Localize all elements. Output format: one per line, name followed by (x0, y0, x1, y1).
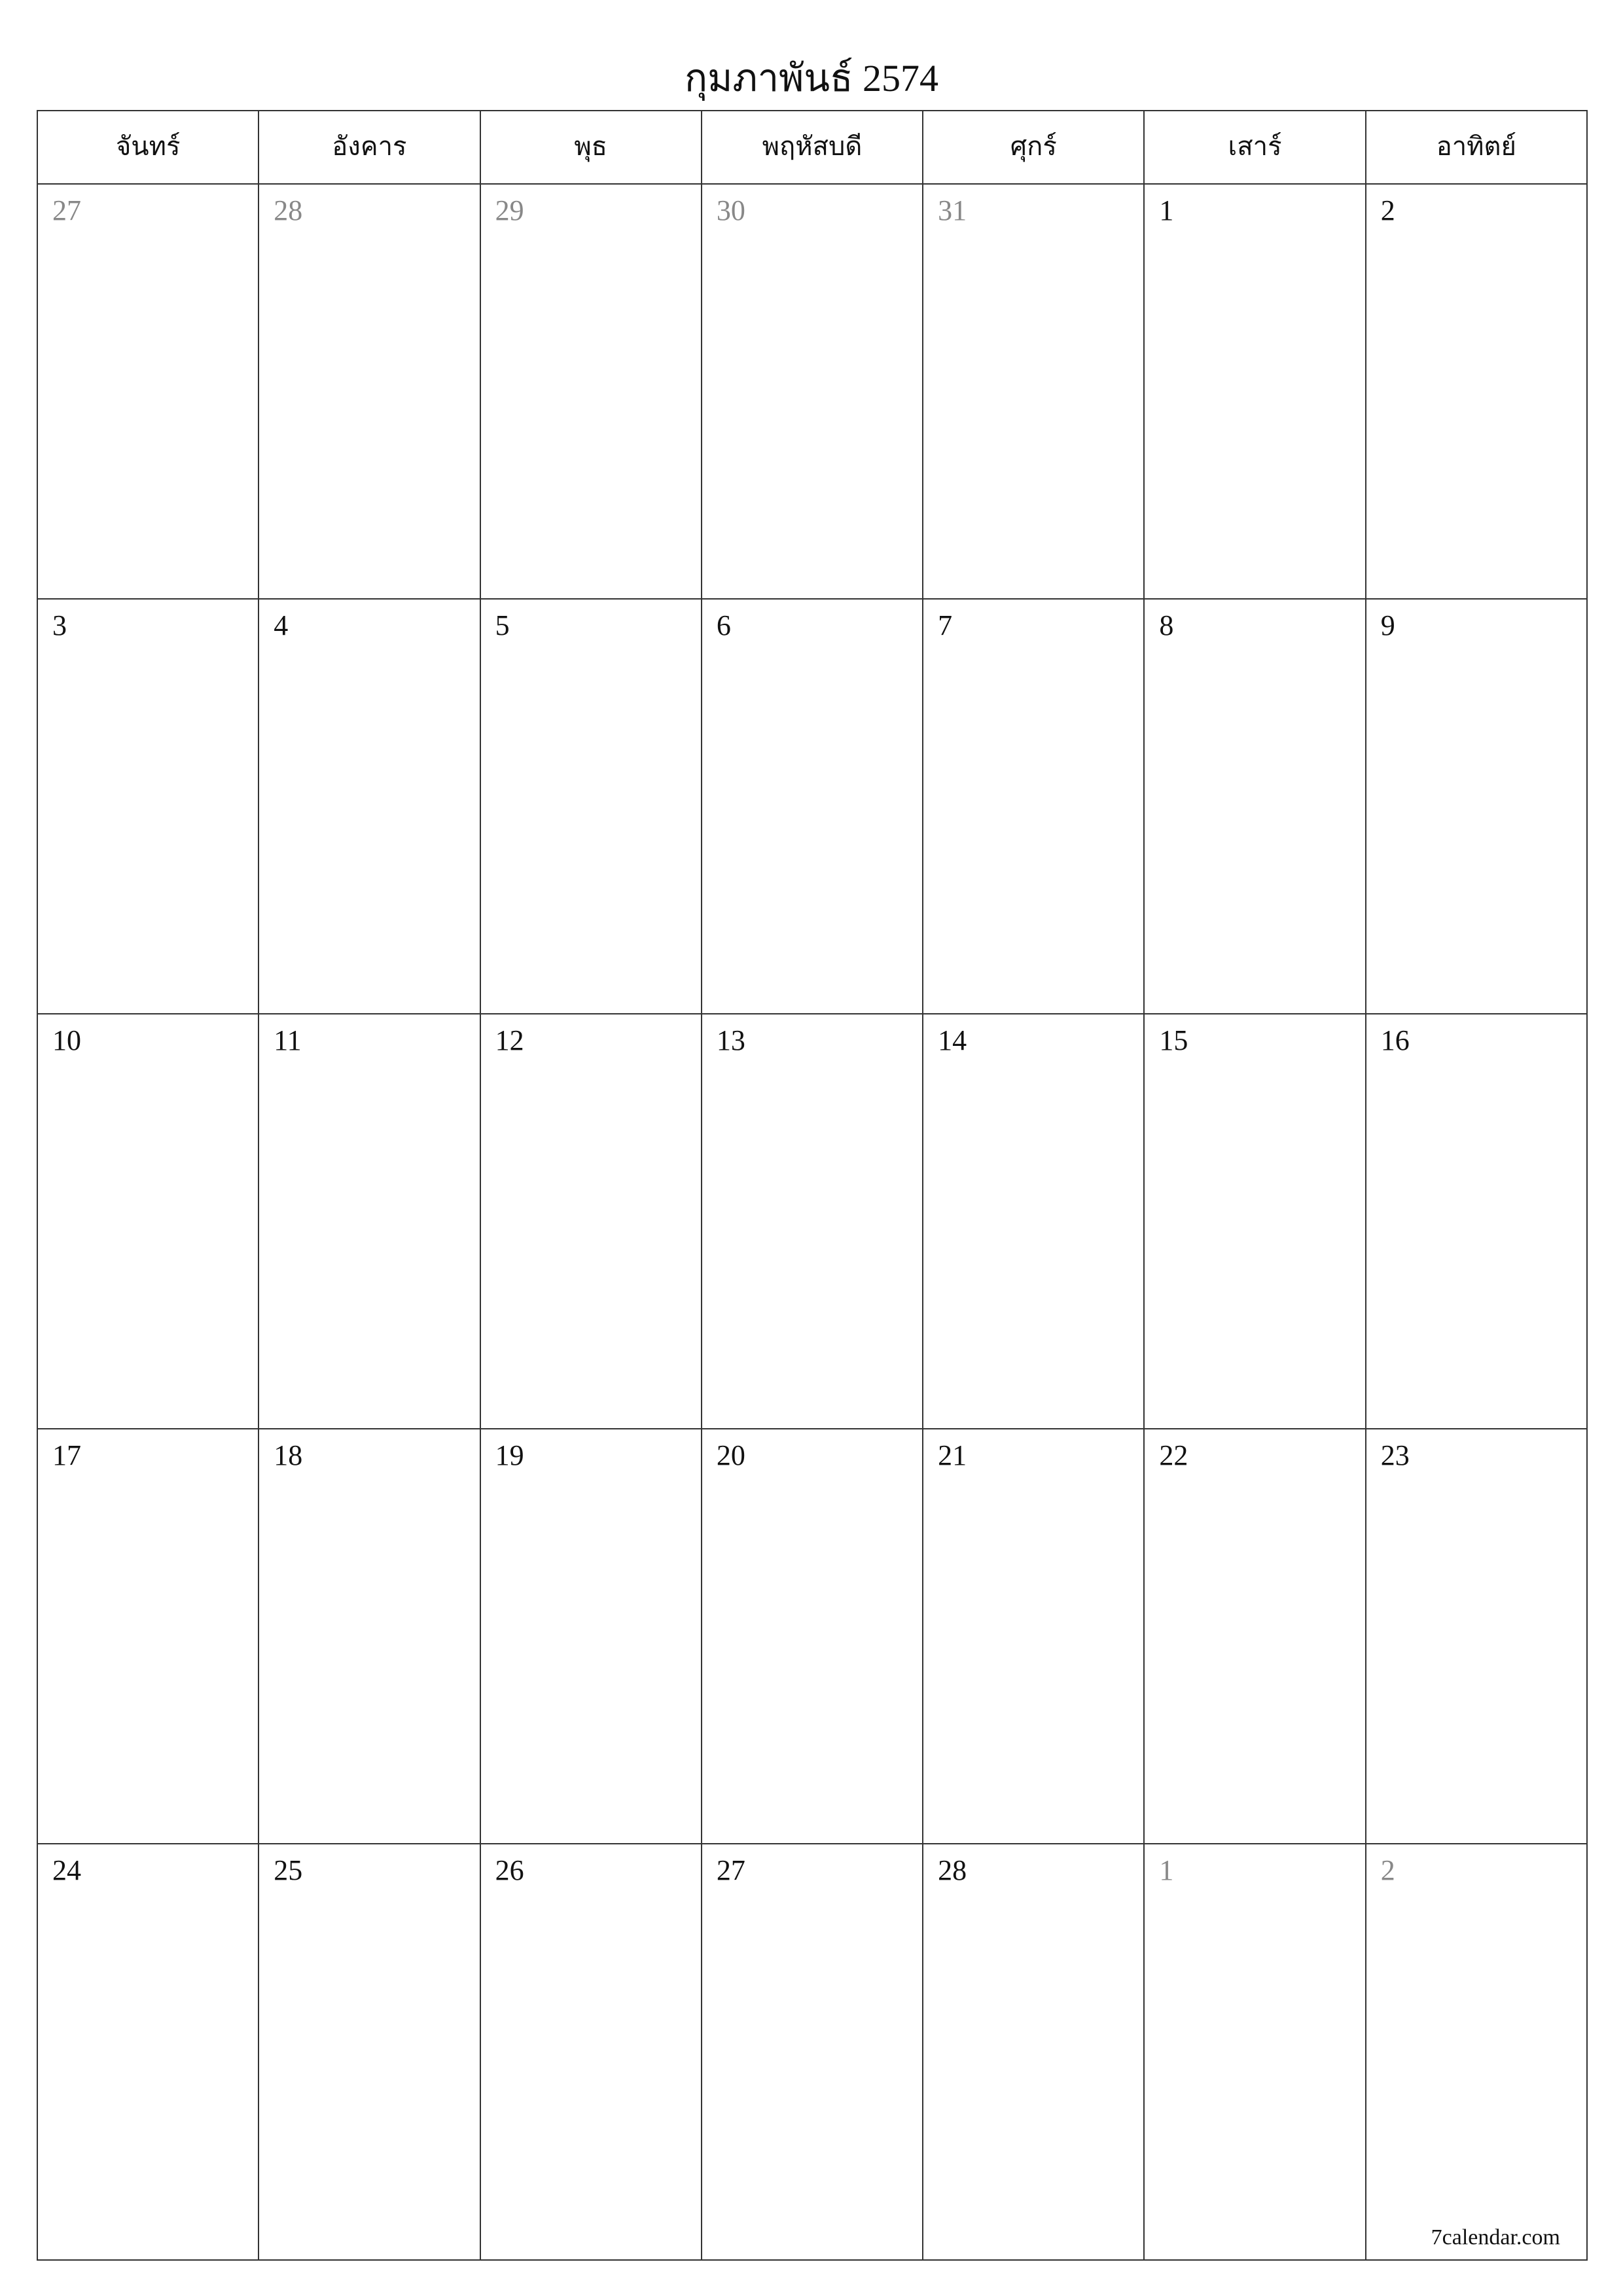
day-number: 26 (495, 1854, 524, 1886)
day-cell (702, 1429, 923, 1843)
day-number: 28 (938, 1854, 967, 1886)
day-number: 29 (495, 194, 524, 226)
day-cell (1145, 1844, 1366, 2259)
day-number: 18 (274, 1439, 303, 1471)
day-cell (259, 1014, 480, 1428)
day-number: 3 (52, 609, 67, 641)
day-cell (1366, 1844, 1586, 2259)
day-cell (259, 185, 480, 598)
day-number: 4 (274, 609, 289, 641)
day-number: 25 (274, 1854, 303, 1886)
day-number: 5 (495, 609, 510, 641)
day-number: 27 (52, 194, 81, 226)
day-cell (38, 1429, 259, 1843)
day-number: 20 (716, 1439, 745, 1471)
day-number: 12 (495, 1024, 524, 1056)
week-row-4 (38, 1429, 1586, 1844)
day-number: 11 (274, 1024, 302, 1056)
day-cell (1366, 1429, 1586, 1843)
day-number: 13 (716, 1024, 745, 1056)
day-number: 19 (495, 1439, 524, 1471)
day-cell (259, 600, 480, 1013)
weekday-header-wednesday: พุธ (481, 111, 702, 183)
day-number: 31 (938, 194, 967, 226)
day-number: 1 (1159, 194, 1174, 226)
day-cell (923, 185, 1145, 598)
weekday-header-row (38, 111, 1586, 185)
day-cell (38, 1844, 259, 2259)
weekday-header-tuesday: อังคาร (259, 111, 480, 183)
day-cell (38, 600, 259, 1013)
day-number: 23 (1380, 1439, 1410, 1471)
day-cell (1366, 600, 1586, 1013)
day-number: 2 (1380, 194, 1395, 226)
day-cell (1145, 1014, 1366, 1428)
day-cell (481, 1429, 702, 1843)
calendar-title: กุมภาพันธ์ 2574 (685, 57, 938, 99)
day-number: 2 (1380, 1854, 1395, 1886)
day-number: 14 (938, 1024, 967, 1056)
weekday-header-saturday: เสาร์ (1145, 111, 1366, 183)
weekday-header-friday: ศุกร์ (923, 111, 1145, 183)
day-cell (923, 600, 1145, 1013)
day-cell (923, 1429, 1145, 1843)
weekday-header-thursday: พฤหัสบดี (702, 111, 923, 183)
week-row-2 (38, 600, 1586, 1014)
day-cell (481, 1014, 702, 1428)
day-cell (1366, 1014, 1586, 1428)
weekday-header-sunday: อาทิตย์ (1436, 132, 1516, 161)
calendar-grid (37, 110, 1588, 2261)
week-row-3 (38, 1014, 1586, 1429)
day-number: 28 (274, 194, 303, 226)
day-number: 16 (1380, 1024, 1410, 1056)
day-cell (38, 185, 259, 598)
day-number: 21 (938, 1439, 967, 1471)
day-cell (702, 1844, 923, 2259)
day-cell (259, 1844, 480, 2259)
day-number: 10 (52, 1024, 81, 1056)
footer-credit: 7calendar.com (1431, 2225, 1560, 2250)
day-cell (702, 1014, 923, 1428)
day-number: 30 (716, 194, 745, 226)
weekday-header-monday: จันทร์ (38, 111, 259, 183)
day-cell (481, 600, 702, 1013)
day-cell (923, 1844, 1145, 2259)
day-cell (481, 1844, 702, 2259)
day-number: 15 (1159, 1024, 1188, 1056)
day-cell (481, 185, 702, 598)
week-row-5 (38, 1844, 1586, 2259)
day-cell (38, 1014, 259, 1428)
day-number: 27 (716, 1854, 745, 1886)
day-cell (702, 600, 923, 1013)
day-number: 8 (1159, 609, 1174, 641)
day-number: 24 (52, 1854, 81, 1886)
day-number: 1 (1159, 1854, 1174, 1886)
day-cell (1145, 600, 1366, 1013)
day-number: 7 (938, 609, 953, 641)
day-cell (1145, 1429, 1366, 1843)
day-number: 17 (52, 1439, 81, 1471)
day-number: 9 (1380, 609, 1395, 641)
day-cell (702, 185, 923, 598)
day-cell (259, 1429, 480, 1843)
day-number: 6 (716, 609, 731, 641)
day-cell (1145, 185, 1366, 598)
day-cell (1366, 185, 1586, 598)
day-cell (923, 1014, 1145, 1428)
day-number: 22 (1159, 1439, 1188, 1471)
week-row-1 (38, 185, 1586, 600)
